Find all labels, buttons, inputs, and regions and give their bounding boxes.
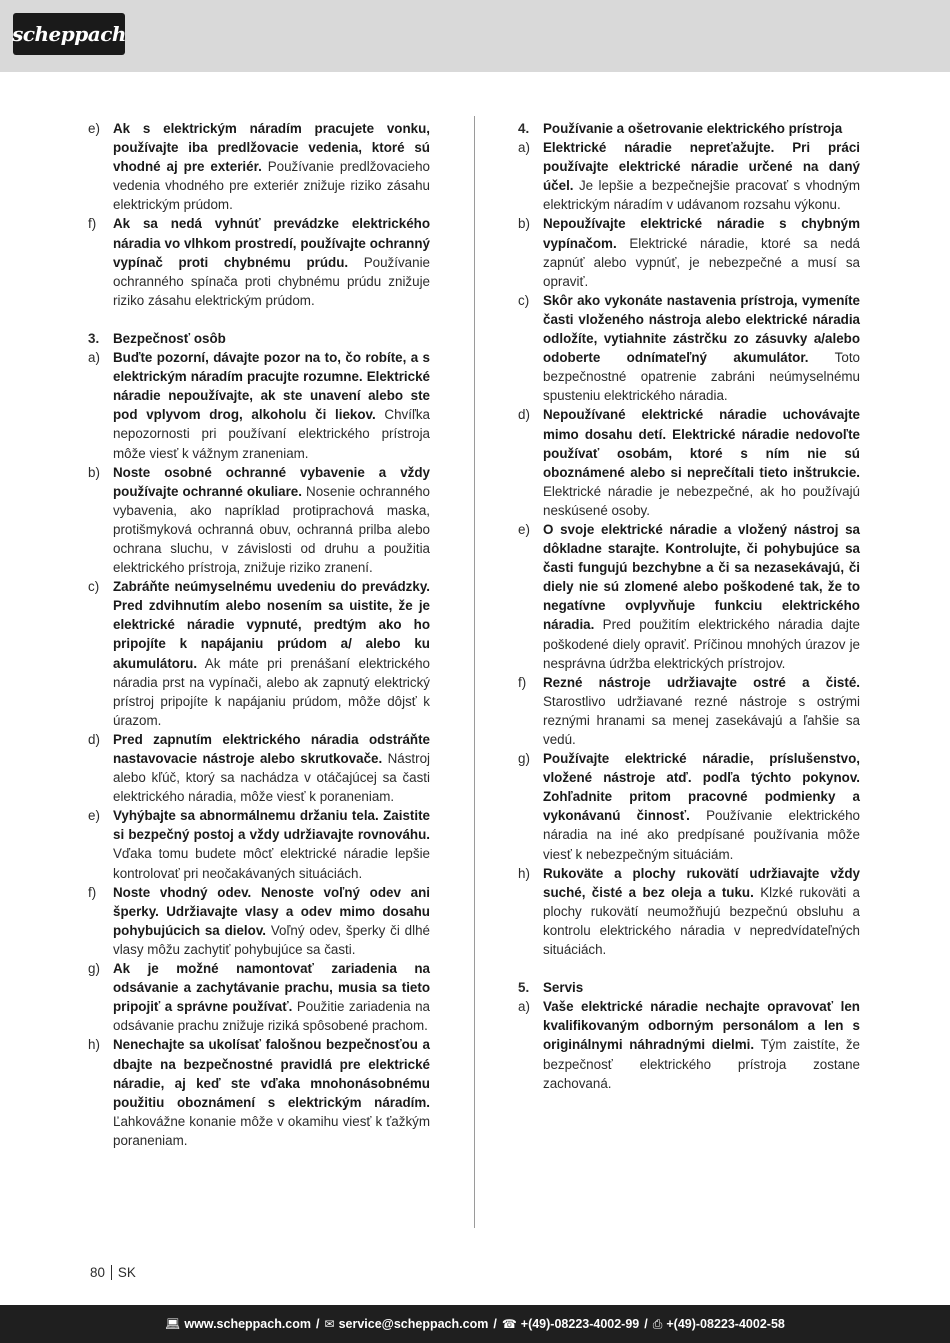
- item-bold-text: Elektrické náradie nepreťažujte. Pri práci používajte elektrické náradie určené na daný účel.: [543, 140, 860, 194]
- item-marker: h): [518, 865, 530, 881]
- item-normal-text: Tým zaistíte, že bezpečnosť elektrického prístroja zostane zachovaná.: [543, 1037, 860, 1091]
- section-gap: [518, 959, 860, 978]
- item-normal-text: Používanie elektrického náradia na iné ako predpísané používania môže viesť k nebezpečným situáciám.: [543, 808, 860, 862]
- item-marker: 3.: [88, 330, 100, 346]
- item-marker: h): [88, 1037, 100, 1053]
- item-bold-text: Ak s elektrickým náradím pracujete vonku, používajte iba predlžovacie vedenia, ktoré sú vhodné aj pre exteriér.: [113, 121, 430, 175]
- item-bold-text: Skôr ako vykonáte nastavenia prístroja, vymeníte časti vloženého nástroja alebo elektrické náradia odložíte, vytiahnite zástrčku zo zásuvky a/alebo odoberte odnímateľný akumulátor.: [543, 292, 860, 366]
- page-header: [0, 0, 950, 72]
- item-normal-text: Chvíľka nepozornosti pri používaní elektrického prístroja môže viesť k vážnym zraneniam.: [113, 407, 430, 461]
- list-item: [88, 463, 430, 578]
- footer-phone: +(49)-08223-4002-99: [520, 1317, 640, 1331]
- column-divider: [474, 116, 475, 1228]
- list-item: [88, 959, 430, 1035]
- item-normal-text: Používanie predlžovacieho vedenia vhodného pre exteriér znižuje riziko zásahu elektrickým prúdom.: [113, 159, 430, 213]
- section-title: Používanie a ošetrovanie elektrického prístroja: [543, 121, 843, 136]
- item-marker: c): [88, 579, 100, 595]
- item-normal-text: Je lepšie a bezpečnejšie pracovať s vhodným elektrickým náradím v udávanom rozsahu výkonu.: [543, 178, 860, 213]
- item-bold-text: Vyhýbajte sa abnormálnemu držaniu tela. Zaistite si bezpečný postoj a vždy udržiavajte rovnováhu.: [113, 808, 430, 843]
- item-text: [543, 405, 860, 520]
- item-marker: f): [518, 674, 527, 690]
- footer-email[interactable]: service@scheppach.com: [338, 1317, 489, 1331]
- phone-icon: ☎︎: [501, 1317, 517, 1331]
- item-normal-text: Ľahkovážne konanie môže v okamihu viesť k ťažkým poraneniam.: [113, 1113, 430, 1148]
- scheppach-logo: [13, 13, 125, 55]
- item-bold-text: Ak sa nedá vyhnúť prevádzke elektrického náradia vo vlhkom prostredí, používajte ochranný vypínač proti chybnému prúdu.: [113, 216, 430, 270]
- item-bold-text: Rezné nástroje udržiavajte ostré a čisté.: [543, 674, 860, 690]
- item-bold-text: Pred zapnutím elektrického náradia odstráňte nastavovacie nástroje alebo skrutkovače.: [113, 731, 430, 766]
- item-normal-text: Starostlivo udržiavané rezné nástroje s ostrými reznými hranami sa menej zasekávajú a ľahšie sa vedú.: [543, 693, 860, 747]
- section-heading: [518, 119, 860, 138]
- item-text: [113, 119, 430, 214]
- item-bold-text: Nepoužívajte elektrické náradie s chybným vypínačom.: [543, 216, 860, 251]
- list-item: [88, 119, 430, 214]
- item-marker: a): [88, 350, 100, 366]
- item-marker: a): [518, 999, 530, 1015]
- item-text: [543, 138, 860, 214]
- item-marker: f): [88, 884, 97, 900]
- item-text: [113, 214, 430, 309]
- item-normal-text: Klzké rukoväti a plochy rukovätí neumožňujú bezpečnú obsluhu a kontrolu elektrického náradia v nepredvídateľných situáciách.: [543, 884, 860, 958]
- list-item: [518, 749, 860, 864]
- section-title: Bezpečnosť osôb: [113, 330, 226, 346]
- item-marker: e): [88, 121, 100, 136]
- item-marker: g): [88, 961, 100, 977]
- page-number-divider: [111, 1265, 112, 1280]
- item-marker: a): [518, 140, 530, 156]
- page-language: SK: [117, 1265, 136, 1280]
- item-text: [113, 959, 430, 1035]
- page-footer: [0, 1305, 950, 1343]
- item-marker: b): [88, 464, 100, 480]
- section-heading: [518, 978, 860, 997]
- footer-website[interactable]: www.scheppach.com: [184, 1317, 312, 1331]
- fax-icon: ⎙︎: [652, 1316, 663, 1331]
- item-bold-text: Nenechajte sa ukolísať falošnou bezpečnosťou a dbajte na bezpečnostné pravidlá pre elektrické náradie, aj keď ste vďaka mnohonásobnému použitiu oboznámení s elektrickým náradím.: [113, 1037, 430, 1110]
- computer-icon: 💻︎: [165, 1317, 181, 1331]
- item-bold-text: Nepoužívané elektrické náradie uchovávajte mimo dosahu detí. Elektrické náradie nedovoľte používať osobám, ktoré s ním nie sú oboznámené alebo si neprečítali tieto inštrukcie.: [543, 407, 860, 480]
- item-bold-text: Ak je možné namontovať zariadenia na odsávanie a zachytávanie prachu, musia sa tieto pripojiť a správne používať.: [113, 961, 430, 1015]
- logo-text: scheppach: [12, 22, 126, 46]
- item-marker: b): [518, 216, 530, 232]
- item-bold-text: Noste osobné ochranné vybavenie a vždy používajte ochranné okuliare.: [113, 464, 430, 499]
- item-text: [113, 348, 430, 463]
- item-bold-text: Používajte elektrické náradie, príslušenstvo, vložené nástroje atď. podľa týchto pokynov. Zohľadnite pritom pracovné podmienky a vykonávanú činnosť.: [543, 751, 860, 824]
- list-item: [518, 405, 860, 520]
- item-text: [543, 673, 860, 749]
- left-column: [88, 119, 430, 1150]
- list-item: [88, 883, 430, 959]
- item-marker: 5.: [518, 980, 530, 996]
- item-text: [113, 329, 430, 348]
- footer-fax: +(49)-08223-4002-58: [666, 1317, 785, 1331]
- list-item: [518, 291, 860, 406]
- item-text: [113, 730, 430, 806]
- mail-icon: ✉︎: [324, 1317, 335, 1331]
- footer-contacts: [165, 1317, 785, 1332]
- section-title: Servis: [543, 980, 584, 996]
- list-item: [518, 997, 860, 1092]
- list-item: [88, 730, 430, 806]
- item-text: [543, 520, 860, 673]
- footer-separator: /: [316, 1317, 320, 1331]
- list-item: [518, 520, 860, 673]
- item-bold-text: Vaše elektrické náradie nechajte opravovať len kvalifikovaným odborným personálom a len s originálnymi náhradnými dielmi.: [543, 999, 860, 1053]
- item-text: [543, 978, 860, 997]
- list-item: [88, 806, 430, 882]
- item-bold-text: Noste vhodný odev. Nenoste voľný odev ani šperky. Udržiavajte vlasy a odev mimo dosahu pohybujúcich sa dielov.: [113, 884, 430, 938]
- item-normal-text: Toto bezpečnostné opatrenie zabráni neúmyselnému spusteniu elektrického náradia.: [543, 350, 860, 404]
- section-heading: [88, 329, 430, 348]
- list-item: [518, 673, 860, 749]
- item-text: [543, 214, 860, 290]
- item-normal-text: Elektrické náradie, ktoré sa nedá zapnúť alebo vypnúť, je nebezpečné a musí sa opraviť.: [543, 235, 860, 289]
- footer-separator: /: [493, 1317, 497, 1331]
- list-item: [518, 214, 860, 290]
- item-bold-text: Rukoväte a plochy rukovätí udržiavajte vždy suché, čisté a bez oleja a tuku.: [543, 865, 860, 900]
- item-text: [543, 997, 860, 1092]
- item-bold-text: Buďte pozorní, dávajte pozor na to, čo robíte, a s elektrickým náradím pracujte rozumne. Elektrické náradie nepoužívajte, ak ste unavení alebo ste pod vplyvom drog, alkoholu či liekov.: [113, 350, 430, 423]
- page-number-value: 80: [90, 1265, 105, 1280]
- item-marker: d): [88, 731, 100, 747]
- list-item: [88, 214, 430, 309]
- list-item: [518, 138, 860, 214]
- item-text: [543, 864, 860, 959]
- list-item: [88, 348, 430, 463]
- item-normal-text: Elektrické náradie je nebezpečné, ak ho používajú neskúsené osoby.: [543, 483, 860, 518]
- item-normal-text: Vďaka tomu budete môcť elektrické náradie lepšie kontrolovať pri neočakávaných situáciách.: [113, 846, 430, 881]
- item-text: [113, 1035, 430, 1150]
- footer-separator: /: [644, 1317, 648, 1331]
- list-item: [88, 1035, 430, 1150]
- item-marker: c): [518, 292, 530, 308]
- item-normal-text: Voľný odev, šperky či dlhé vlasy môžu zachytiť pohybujúce sa časti.: [113, 922, 430, 957]
- item-marker: g): [518, 751, 530, 767]
- item-normal-text: Nosenie ochranného vybavenia, ako napríklad protiprachová maska, protišmyková ochranná obuv, ochranná prilba alebo ochrana sluchu, v závislosti od druhu a použitia elektrického prístroja, znižuje riziko zranení.: [113, 483, 430, 576]
- page-number: [90, 1265, 136, 1280]
- item-normal-text: Ak máte pri prenášaní elektrického náradia prst na vypínači, alebo ak zapnutý elektrický prístroj pripojíte k napájaniu prúdom, môže dôjsť k úrazom.: [113, 655, 430, 728]
- item-text: [113, 463, 430, 578]
- section-gap: [88, 310, 430, 329]
- item-marker: 4.: [518, 121, 530, 136]
- item-text: [543, 119, 860, 138]
- item-text: [113, 806, 430, 882]
- item-marker: f): [88, 216, 97, 232]
- item-text: [113, 577, 430, 730]
- item-marker: e): [88, 808, 100, 824]
- item-bold-text: O svoje elektrické náradie a vložený nástroj sa dôkladne starajte. Kontrolujte, či pohybujúce sa časti fungujú bezchybne a či sa nezasekávajú, či diely nie sú zlomené alebo poškodené tak, že to negatívne ovplyvňuje funkciu elektrického náradia.: [543, 521, 860, 633]
- right-column: [518, 119, 860, 1093]
- list-item: [518, 864, 860, 959]
- list-item: [88, 577, 430, 730]
- item-text: [543, 749, 860, 864]
- item-normal-text: Používanie ochranného spínača proti chybnému prúdu znižuje riziko zásahu elektrickým prúdom.: [113, 254, 430, 308]
- item-normal-text: Pred použitím elektrického náradia dajte poškodené diely opraviť. Príčinou mnohých úrazov je nesprávna údržba elektrických prístrojov.: [543, 617, 860, 671]
- item-text: [543, 291, 860, 406]
- item-normal-text: Použitie zariadenia na odsávanie prachu znižuje riziká spôsobené prachom.: [113, 999, 431, 1034]
- item-normal-text: Nástroj alebo kľúč, ktorý sa nachádza v otáčajúcej sa časti elektrického náradia, môže viesť k poraneniam.: [113, 751, 430, 805]
- item-marker: d): [518, 407, 530, 423]
- item-bold-text: Zabráňte neúmyselnému uvedeniu do prevádzky. Pred zdvihnutím alebo nosením sa uistite, že je elektrické náradie vypnuté, predtým ako ho pripojíte k napájaniu prúdom a/ alebo ku akumulátoru.: [113, 579, 430, 671]
- item-marker: e): [518, 521, 530, 537]
- item-text: [113, 883, 430, 959]
